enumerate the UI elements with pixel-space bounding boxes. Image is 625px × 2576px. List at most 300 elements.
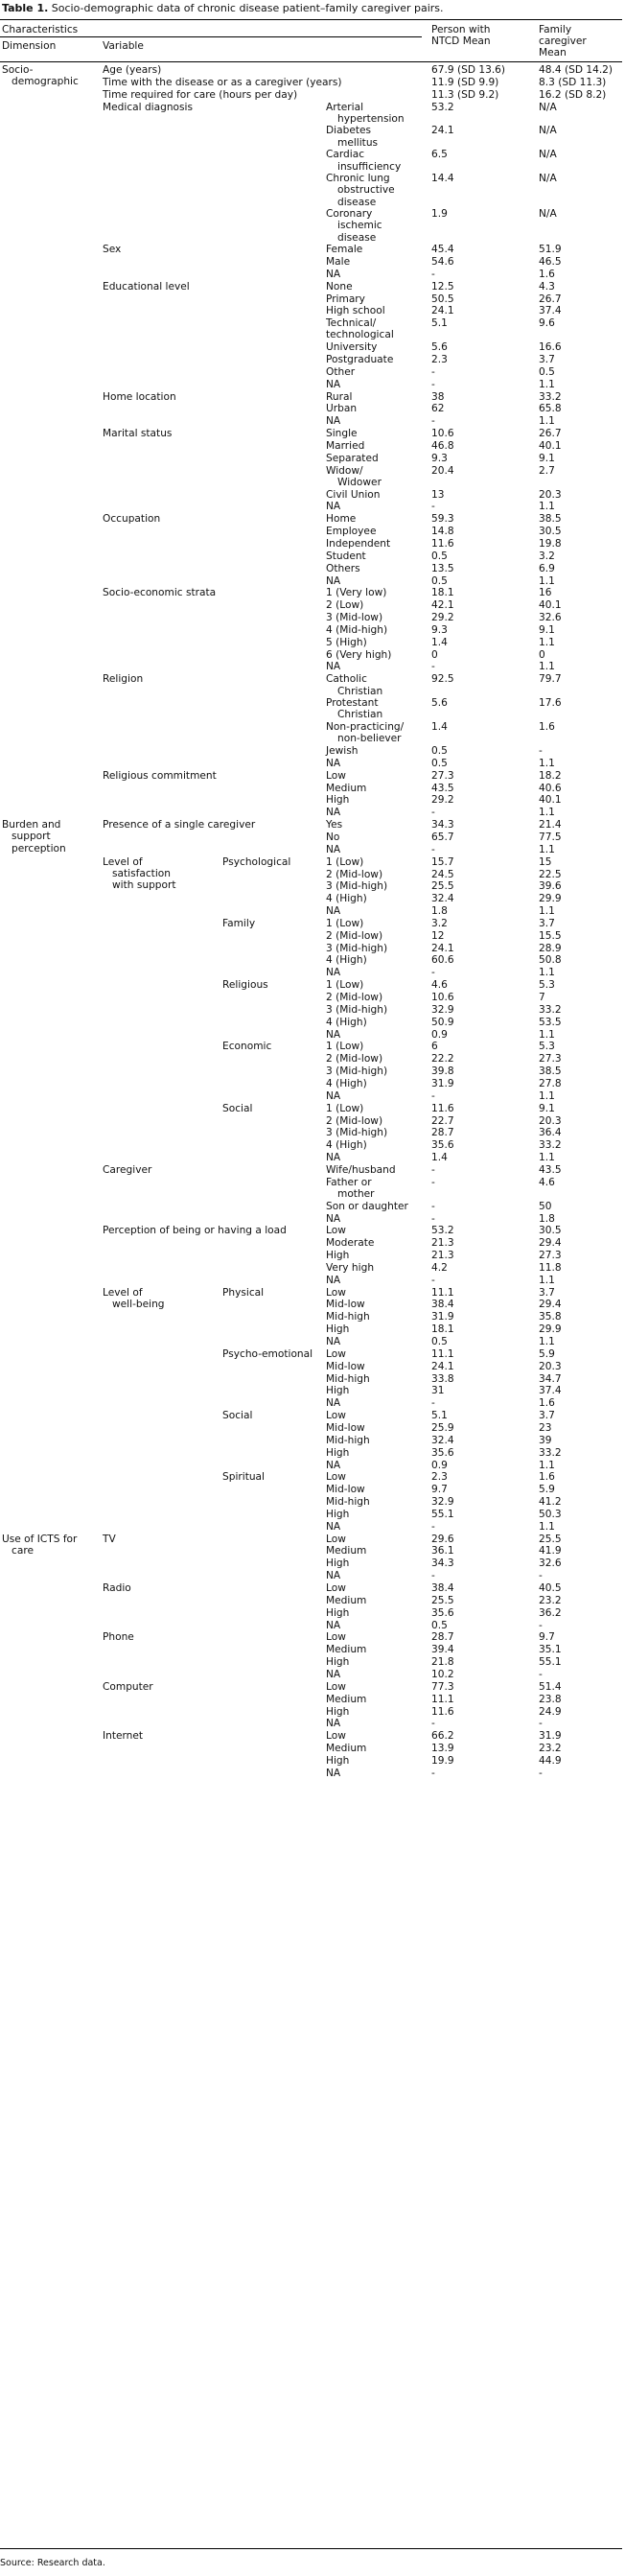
caregiver-value-cell: 1.1	[539, 415, 555, 428]
category-cell: 4 (High)	[326, 1139, 367, 1152]
variable-cell: Level of satisfaction with support	[103, 855, 176, 892]
patient-value-cell: 39.4	[431, 1644, 454, 1656]
patient-value-cell: 67.9 (SD 13.6)	[431, 64, 506, 76]
caregiver-value-cell: 24.9	[539, 1705, 562, 1718]
category-cell: Moderate	[326, 1237, 375, 1250]
category-cell: High school	[326, 305, 385, 317]
category-cell: NA	[326, 757, 341, 769]
category-cell: Very high	[326, 1261, 375, 1274]
category-cell: Postgraduate	[326, 354, 394, 365]
category-cell: High	[326, 1385, 350, 1397]
header-rule	[0, 61, 622, 62]
patient-value-cell: 18.1	[431, 1323, 454, 1336]
category-cell: NA	[326, 268, 341, 280]
category-cell: Father or mother	[326, 1176, 375, 1200]
caregiver-value-cell: 50.8	[539, 954, 562, 967]
category-cell: Urban	[326, 403, 358, 415]
category-cell: Civil Union	[326, 488, 381, 501]
caregiver-value-cell: 3.2	[539, 550, 555, 562]
variable-cell: Religion	[103, 673, 144, 686]
caregiver-value-cell: 1.1	[539, 1459, 555, 1471]
category-cell: Mid-low	[326, 1360, 365, 1372]
patient-value-cell: 22.2	[431, 1053, 454, 1066]
category-cell: Low	[326, 1286, 346, 1299]
caregiver-value-cell: -	[539, 745, 543, 757]
caregiver-value-cell: 38.5	[539, 1066, 562, 1078]
caregiver-value-cell: -	[539, 1570, 543, 1582]
patient-value-cell: 45.4	[431, 244, 454, 256]
category-cell: NA	[326, 1570, 341, 1582]
category-cell: 1 (Low)	[326, 979, 364, 992]
patient-value-cell: 33.8	[431, 1372, 454, 1385]
patient-value-cell: 35.6	[431, 1606, 454, 1619]
caregiver-value-cell: 40.1	[539, 599, 562, 612]
caregiver-value-cell: 22.5	[539, 868, 562, 880]
caregiver-value-cell: -	[539, 1668, 543, 1680]
patient-value-cell: -	[431, 1397, 435, 1410]
category-cell: NA	[326, 807, 341, 819]
patient-value-cell: 1.4	[431, 721, 448, 734]
category-cell: NA	[326, 1152, 341, 1164]
patient-value-cell: 11.6	[431, 1102, 454, 1114]
caregiver-value-cell: 26.7	[539, 428, 562, 440]
caregiver-value-cell: 21.4	[539, 819, 562, 831]
category-cell: NA	[326, 1668, 341, 1680]
patient-value-cell: 9.3	[431, 623, 448, 636]
variable-cell: Presence of a single caregiver	[103, 819, 256, 831]
caregiver-value-cell: 44.9	[539, 1754, 562, 1767]
caregiver-value-cell: 35.8	[539, 1311, 562, 1323]
category-cell: Protestant Christian	[326, 697, 383, 721]
patient-value-cell: 24.1	[431, 942, 454, 954]
patient-value-cell: -	[431, 1163, 435, 1176]
caregiver-value-cell: 39.6	[539, 880, 562, 893]
patient-value-cell: 25.9	[431, 1421, 454, 1434]
patient-value-cell: 11.6	[431, 537, 454, 550]
patient-value-cell: 31.9	[431, 1311, 454, 1323]
category-cell: High	[326, 1557, 350, 1570]
subvariable-cell: Social	[222, 1102, 253, 1114]
caregiver-value-cell: 23.2	[539, 1594, 562, 1606]
bottom-rule	[0, 2548, 622, 2549]
caregiver-value-cell: 1.8	[539, 1212, 555, 1225]
patient-value-cell: 2.3	[431, 354, 448, 365]
patient-value-cell: 38.4	[431, 1299, 454, 1311]
patient-value-cell: 9.3	[431, 452, 448, 464]
caregiver-value-cell: 1.1	[539, 636, 555, 648]
variable-cell: Caregiver	[103, 1163, 152, 1176]
category-cell: NA	[326, 1459, 341, 1471]
category-cell: Primary	[326, 293, 365, 305]
patient-value-cell: 43.5	[431, 782, 454, 794]
caregiver-value-cell: 43.5	[539, 1163, 562, 1176]
category-cell: High	[326, 1656, 350, 1669]
variable-cell: Age (years)	[103, 64, 162, 76]
caregiver-value-cell: 15.5	[539, 929, 562, 942]
caregiver-value-cell: 29.4	[539, 1299, 562, 1311]
patient-value-cell: 4.2	[431, 1261, 448, 1274]
caregiver-value-cell: 9.1	[539, 1102, 555, 1114]
patient-value-cell: 38.4	[431, 1582, 454, 1594]
category-cell: 2 (Mid-low)	[326, 868, 383, 880]
category-cell: Arterial hypertension	[326, 101, 405, 125]
patient-value-cell: 24.5	[431, 868, 454, 880]
patient-value-cell: 38	[431, 390, 445, 403]
caregiver-value-cell: 55.1	[539, 1656, 562, 1669]
caregiver-value-cell: 1.1	[539, 757, 555, 769]
caregiver-value-cell: 32.6	[539, 1557, 562, 1570]
category-cell: Chronic lung obstructive disease	[326, 173, 395, 208]
caregiver-value-cell: 27.8	[539, 1077, 562, 1089]
caregiver-value-cell: -	[539, 1619, 543, 1631]
caregiver-value-cell: 4.3	[539, 280, 555, 293]
category-cell: 6 (Very high)	[326, 648, 392, 661]
patient-value-cell: 66.2	[431, 1730, 454, 1743]
caregiver-value-cell: 20.3	[539, 1114, 562, 1127]
category-cell: High	[326, 1323, 350, 1336]
category-cell: Medium	[326, 1545, 367, 1557]
caregiver-value-cell: -	[539, 1767, 543, 1779]
dimension-cell: Burden and support perception	[2, 819, 66, 855]
patient-value-cell: 14.8	[431, 526, 454, 538]
caregiver-value-cell: 30.5	[539, 526, 562, 538]
caregiver-value-cell: 1.6	[539, 721, 555, 734]
caregiver-value-cell: 5.9	[539, 1347, 555, 1360]
caregiver-value-cell: 1.1	[539, 574, 555, 587]
patient-value-cell: 55.1	[431, 1508, 454, 1520]
patient-value-cell: 34.3	[431, 819, 454, 831]
subvariable-cell: Psychological	[222, 855, 291, 868]
header-dimension: Dimension	[2, 40, 57, 52]
patient-value-cell: 53.2	[431, 101, 454, 113]
caregiver-value-cell: 50.3	[539, 1508, 562, 1520]
patient-value-cell: -	[431, 365, 435, 378]
patient-value-cell: -	[431, 1200, 435, 1212]
patient-value-cell: -	[431, 1274, 435, 1286]
caregiver-value-cell: 33.2	[539, 1139, 562, 1152]
caregiver-value-cell: 1.1	[539, 843, 555, 855]
caregiver-value-cell: 37.4	[539, 305, 562, 317]
patient-value-cell: 5.6	[431, 341, 448, 354]
caregiver-value-cell: 3.7	[539, 917, 555, 929]
variable-cell: Time required for care (hours per day)	[103, 88, 298, 101]
caregiver-value-cell: 53.5	[539, 1016, 562, 1028]
variable-cell: Medical diagnosis	[103, 101, 194, 113]
category-cell: NA	[326, 967, 341, 979]
caregiver-value-cell: N/A	[539, 173, 557, 185]
caregiver-value-cell: 16	[539, 587, 552, 599]
patient-value-cell: 5.6	[431, 697, 448, 710]
patient-value-cell: 10.2	[431, 1668, 454, 1680]
subvariable-cell: Family	[222, 917, 256, 929]
patient-value-cell: 12.5	[431, 280, 454, 293]
patient-value-cell: 19.9	[431, 1754, 454, 1767]
category-cell: Independent	[326, 537, 391, 550]
caregiver-value-cell: 40.1	[539, 439, 562, 452]
patient-value-cell: 10.6	[431, 428, 454, 440]
category-cell: 3 (Mid-high)	[326, 1003, 388, 1016]
patient-value-cell: 13.9	[431, 1743, 454, 1755]
category-cell: Wife/husband	[326, 1163, 396, 1176]
patient-value-cell: 53.2	[431, 1225, 454, 1237]
caregiver-value-cell: 77.5	[539, 831, 562, 843]
caregiver-value-cell: 38.5	[539, 513, 562, 526]
caregiver-value-cell: 1.1	[539, 1520, 555, 1533]
caregiver-value-cell: N/A	[539, 125, 557, 137]
category-cell: Low	[326, 1533, 346, 1545]
category-cell: 2 (Mid-low)	[326, 1053, 383, 1066]
caregiver-value-cell: 32.6	[539, 612, 562, 624]
caregiver-value-cell: 5.3	[539, 979, 555, 992]
dimension-cell: Socio- demographic	[2, 64, 79, 88]
patient-value-cell: 1.9	[431, 208, 448, 221]
category-cell: Low	[326, 1225, 346, 1237]
caregiver-value-cell: 17.6	[539, 697, 562, 710]
characteristics-rule	[0, 36, 422, 37]
category-cell: 4 (High)	[326, 893, 367, 905]
category-cell: Separated	[326, 452, 379, 464]
category-cell: NA	[326, 1028, 341, 1041]
patient-value-cell: 15.7	[431, 855, 454, 868]
category-cell: Male	[326, 256, 351, 268]
patient-value-cell: -	[431, 378, 435, 390]
category-cell: Mid-high	[326, 1372, 370, 1385]
subvariable-cell: Spiritual	[222, 1471, 265, 1484]
caregiver-value-cell: 29.9	[539, 1323, 562, 1336]
caregiver-value-cell: 0.5	[539, 365, 555, 378]
patient-value-cell: 0.5	[431, 757, 448, 769]
caregiver-value-cell: 9.1	[539, 623, 555, 636]
patient-value-cell: 32.9	[431, 1496, 454, 1509]
table-caption	[2, 0, 623, 17]
category-cell: Jewish	[326, 745, 359, 757]
patient-value-cell: 35.6	[431, 1139, 454, 1152]
category-cell: 3 (Mid-high)	[326, 1127, 388, 1139]
category-cell: Catholic Christian	[326, 673, 383, 697]
patient-value-cell: 24.1	[431, 305, 454, 317]
caregiver-value-cell: 28.9	[539, 942, 562, 954]
caregiver-value-cell: 6.9	[539, 562, 555, 574]
category-cell: NA	[326, 1718, 341, 1730]
caregiver-value-cell: 51.9	[539, 244, 562, 256]
category-cell: Low	[326, 1730, 346, 1743]
category-cell: NA	[326, 661, 341, 673]
caregiver-value-cell: 36.2	[539, 1606, 562, 1619]
category-cell: NA	[326, 1619, 341, 1631]
category-cell: Low	[326, 1582, 346, 1594]
caregiver-value-cell: 1.1	[539, 1152, 555, 1164]
category-cell: Mid-low	[326, 1299, 365, 1311]
patient-value-cell: 32.4	[431, 1434, 454, 1446]
patient-value-cell: 0.5	[431, 1336, 448, 1347]
patient-value-cell: -	[431, 967, 435, 979]
top-rule	[0, 19, 622, 20]
variable-cell: Radio	[103, 1582, 131, 1594]
caregiver-value-cell: 25.5	[539, 1533, 562, 1545]
patient-value-cell: 13	[431, 488, 445, 501]
caregiver-value-cell: 50	[539, 1200, 552, 1212]
patient-value-cell: 59.3	[431, 513, 454, 526]
category-cell: Employee	[326, 526, 377, 538]
source-note: Source: Research data.	[0, 2558, 105, 2568]
patient-value-cell: 4.6	[431, 979, 448, 992]
caregiver-value-cell: 3.7	[539, 1286, 555, 1299]
patient-value-cell: 50.9	[431, 1016, 454, 1028]
subvariable-cell: Psycho-emotional	[222, 1347, 313, 1360]
category-cell: 2 (Mid-low)	[326, 1114, 383, 1127]
patient-value-cell: 1.8	[431, 905, 448, 918]
caregiver-value-cell: 1.1	[539, 378, 555, 390]
caregiver-value-cell: 1.1	[539, 661, 555, 673]
category-cell: Mid-low	[326, 1484, 365, 1496]
category-cell: NA	[326, 378, 341, 390]
patient-value-cell: 10.6	[431, 992, 454, 1003]
patient-value-cell: 0.9	[431, 1459, 448, 1471]
table-caption-text: Socio-demographic data of chronic disease patient–family caregiver pairs.	[51, 2, 444, 14]
caregiver-value-cell: 46.5	[539, 256, 562, 268]
caregiver-value-cell: N/A	[539, 149, 557, 161]
caregiver-value-cell: 9.7	[539, 1631, 555, 1644]
caregiver-value-cell: 29.4	[539, 1237, 562, 1250]
variable-cell: Marital status	[103, 428, 173, 440]
patient-value-cell: 32.9	[431, 1003, 454, 1016]
patient-value-cell: 6.5	[431, 149, 448, 161]
category-cell: Low	[326, 769, 346, 782]
patient-value-cell: 21.8	[431, 1656, 454, 1669]
category-cell: Single	[326, 428, 358, 440]
caregiver-value-cell: 3.7	[539, 354, 555, 365]
patient-value-cell: 28.7	[431, 1631, 454, 1644]
variable-cell: Computer	[103, 1680, 153, 1693]
patient-value-cell: 21.3	[431, 1237, 454, 1250]
patient-value-cell: 11.1	[431, 1347, 454, 1360]
patient-value-cell: 42.1	[431, 599, 454, 612]
caregiver-value-cell: 23.2	[539, 1743, 562, 1755]
variable-cell: Educational level	[103, 280, 190, 293]
patient-value-cell: 60.6	[431, 954, 454, 967]
patient-value-cell: -	[431, 1570, 435, 1582]
caregiver-value-cell: 20.3	[539, 1360, 562, 1372]
patient-value-cell: 39.8	[431, 1066, 454, 1078]
patient-value-cell: 27.3	[431, 769, 454, 782]
variable-cell: Sex	[103, 244, 122, 256]
caregiver-value-cell: 1.1	[539, 1028, 555, 1041]
category-cell: High	[326, 1446, 350, 1459]
patient-value-cell: -	[431, 501, 435, 513]
caregiver-value-cell: 1.1	[539, 1274, 555, 1286]
category-cell: NA	[326, 415, 341, 428]
category-cell: High	[326, 1754, 350, 1767]
category-cell: Female	[326, 244, 363, 256]
category-cell: High	[326, 1250, 350, 1262]
category-cell: NA	[326, 574, 341, 587]
patient-value-cell: 11.1	[431, 1286, 454, 1299]
category-cell: Coronary ischemic disease	[326, 208, 382, 244]
patient-value-cell: -	[431, 1176, 435, 1188]
subvariable-cell: Religious	[222, 979, 268, 992]
patient-value-cell: 31.9	[431, 1077, 454, 1089]
category-cell: Medium	[326, 782, 367, 794]
caregiver-value-cell: 23.8	[539, 1693, 562, 1705]
category-cell: Mid-high	[326, 1496, 370, 1509]
category-cell: Mid-high	[326, 1311, 370, 1323]
patient-value-cell: -	[431, 1718, 435, 1730]
patient-value-cell: 0.5	[431, 1619, 448, 1631]
subvariable-cell: Economic	[222, 1041, 272, 1053]
patient-value-cell: 20.4	[431, 464, 454, 477]
category-cell: Non-practicing/ non-believer	[326, 721, 405, 745]
caregiver-value-cell: 29.9	[539, 893, 562, 905]
caregiver-value-cell: 1.6	[539, 268, 555, 280]
patient-value-cell: 0.5	[431, 574, 448, 587]
caregiver-value-cell: 1.1	[539, 501, 555, 513]
variable-cell: Phone	[103, 1631, 134, 1644]
caregiver-value-cell: 79.7	[539, 673, 562, 686]
caregiver-value-cell: 18.2	[539, 769, 562, 782]
patient-value-cell: 14.4	[431, 173, 454, 185]
category-cell: 3 (Mid-high)	[326, 880, 388, 893]
category-cell: NA	[326, 843, 341, 855]
caregiver-value-cell: 35.1	[539, 1644, 562, 1656]
header-variable: Variable	[103, 40, 144, 52]
patient-value-cell: 29.2	[431, 612, 454, 624]
caregiver-value-cell: 33.2	[539, 1003, 562, 1016]
category-cell: 4 (High)	[326, 1077, 367, 1089]
patient-value-cell: 1.4	[431, 636, 448, 648]
category-cell: Home	[326, 513, 357, 526]
category-cell: Student	[326, 550, 366, 562]
category-cell: Low	[326, 1631, 346, 1644]
caregiver-value-cell: 11.8	[539, 1261, 562, 1274]
caregiver-value-cell: 9.1	[539, 452, 555, 464]
category-cell: NA	[326, 1336, 341, 1347]
patient-value-cell: 13.5	[431, 562, 454, 574]
patient-value-cell: 21.3	[431, 1250, 454, 1262]
category-cell: NA	[326, 1397, 341, 1410]
category-cell: Diabetes mellitus	[326, 125, 379, 149]
patient-value-cell: 31	[431, 1385, 445, 1397]
category-cell: NA	[326, 905, 341, 918]
patient-value-cell: 28.7	[431, 1127, 454, 1139]
caregiver-value-cell: 65.8	[539, 403, 562, 415]
variable-cell: Time with the disease or as a caregiver (years)	[103, 76, 342, 88]
patient-value-cell: -	[431, 843, 435, 855]
patient-value-cell: 0.5	[431, 550, 448, 562]
caregiver-value-cell: 34.7	[539, 1372, 562, 1385]
patient-value-cell: 0.5	[431, 745, 448, 757]
patient-value-cell: 9.7	[431, 1484, 448, 1496]
category-cell: Low	[326, 1471, 346, 1484]
caregiver-value-cell: 48.4 (SD 14.2)	[539, 64, 613, 76]
patient-value-cell: 36.1	[431, 1545, 454, 1557]
patient-value-cell: 12	[431, 929, 445, 942]
caregiver-value-cell: 1.1	[539, 967, 555, 979]
caregiver-value-cell: 39	[539, 1434, 552, 1446]
category-cell: Medium	[326, 1693, 367, 1705]
caregiver-value-cell: 9.6	[539, 317, 555, 330]
patient-value-cell: 11.3 (SD 9.2)	[431, 88, 499, 101]
patient-value-cell: 3.2	[431, 917, 448, 929]
caregiver-value-cell: 1.1	[539, 905, 555, 918]
category-cell: Other	[326, 365, 356, 378]
category-cell: Low	[326, 1680, 346, 1693]
category-cell: Medium	[326, 1743, 367, 1755]
category-cell: NA	[326, 1520, 341, 1533]
caregiver-value-cell: 1.1	[539, 807, 555, 819]
category-cell: NA	[326, 1212, 341, 1225]
patient-value-cell: -	[431, 807, 435, 819]
category-cell: 1 (Low)	[326, 1102, 364, 1114]
